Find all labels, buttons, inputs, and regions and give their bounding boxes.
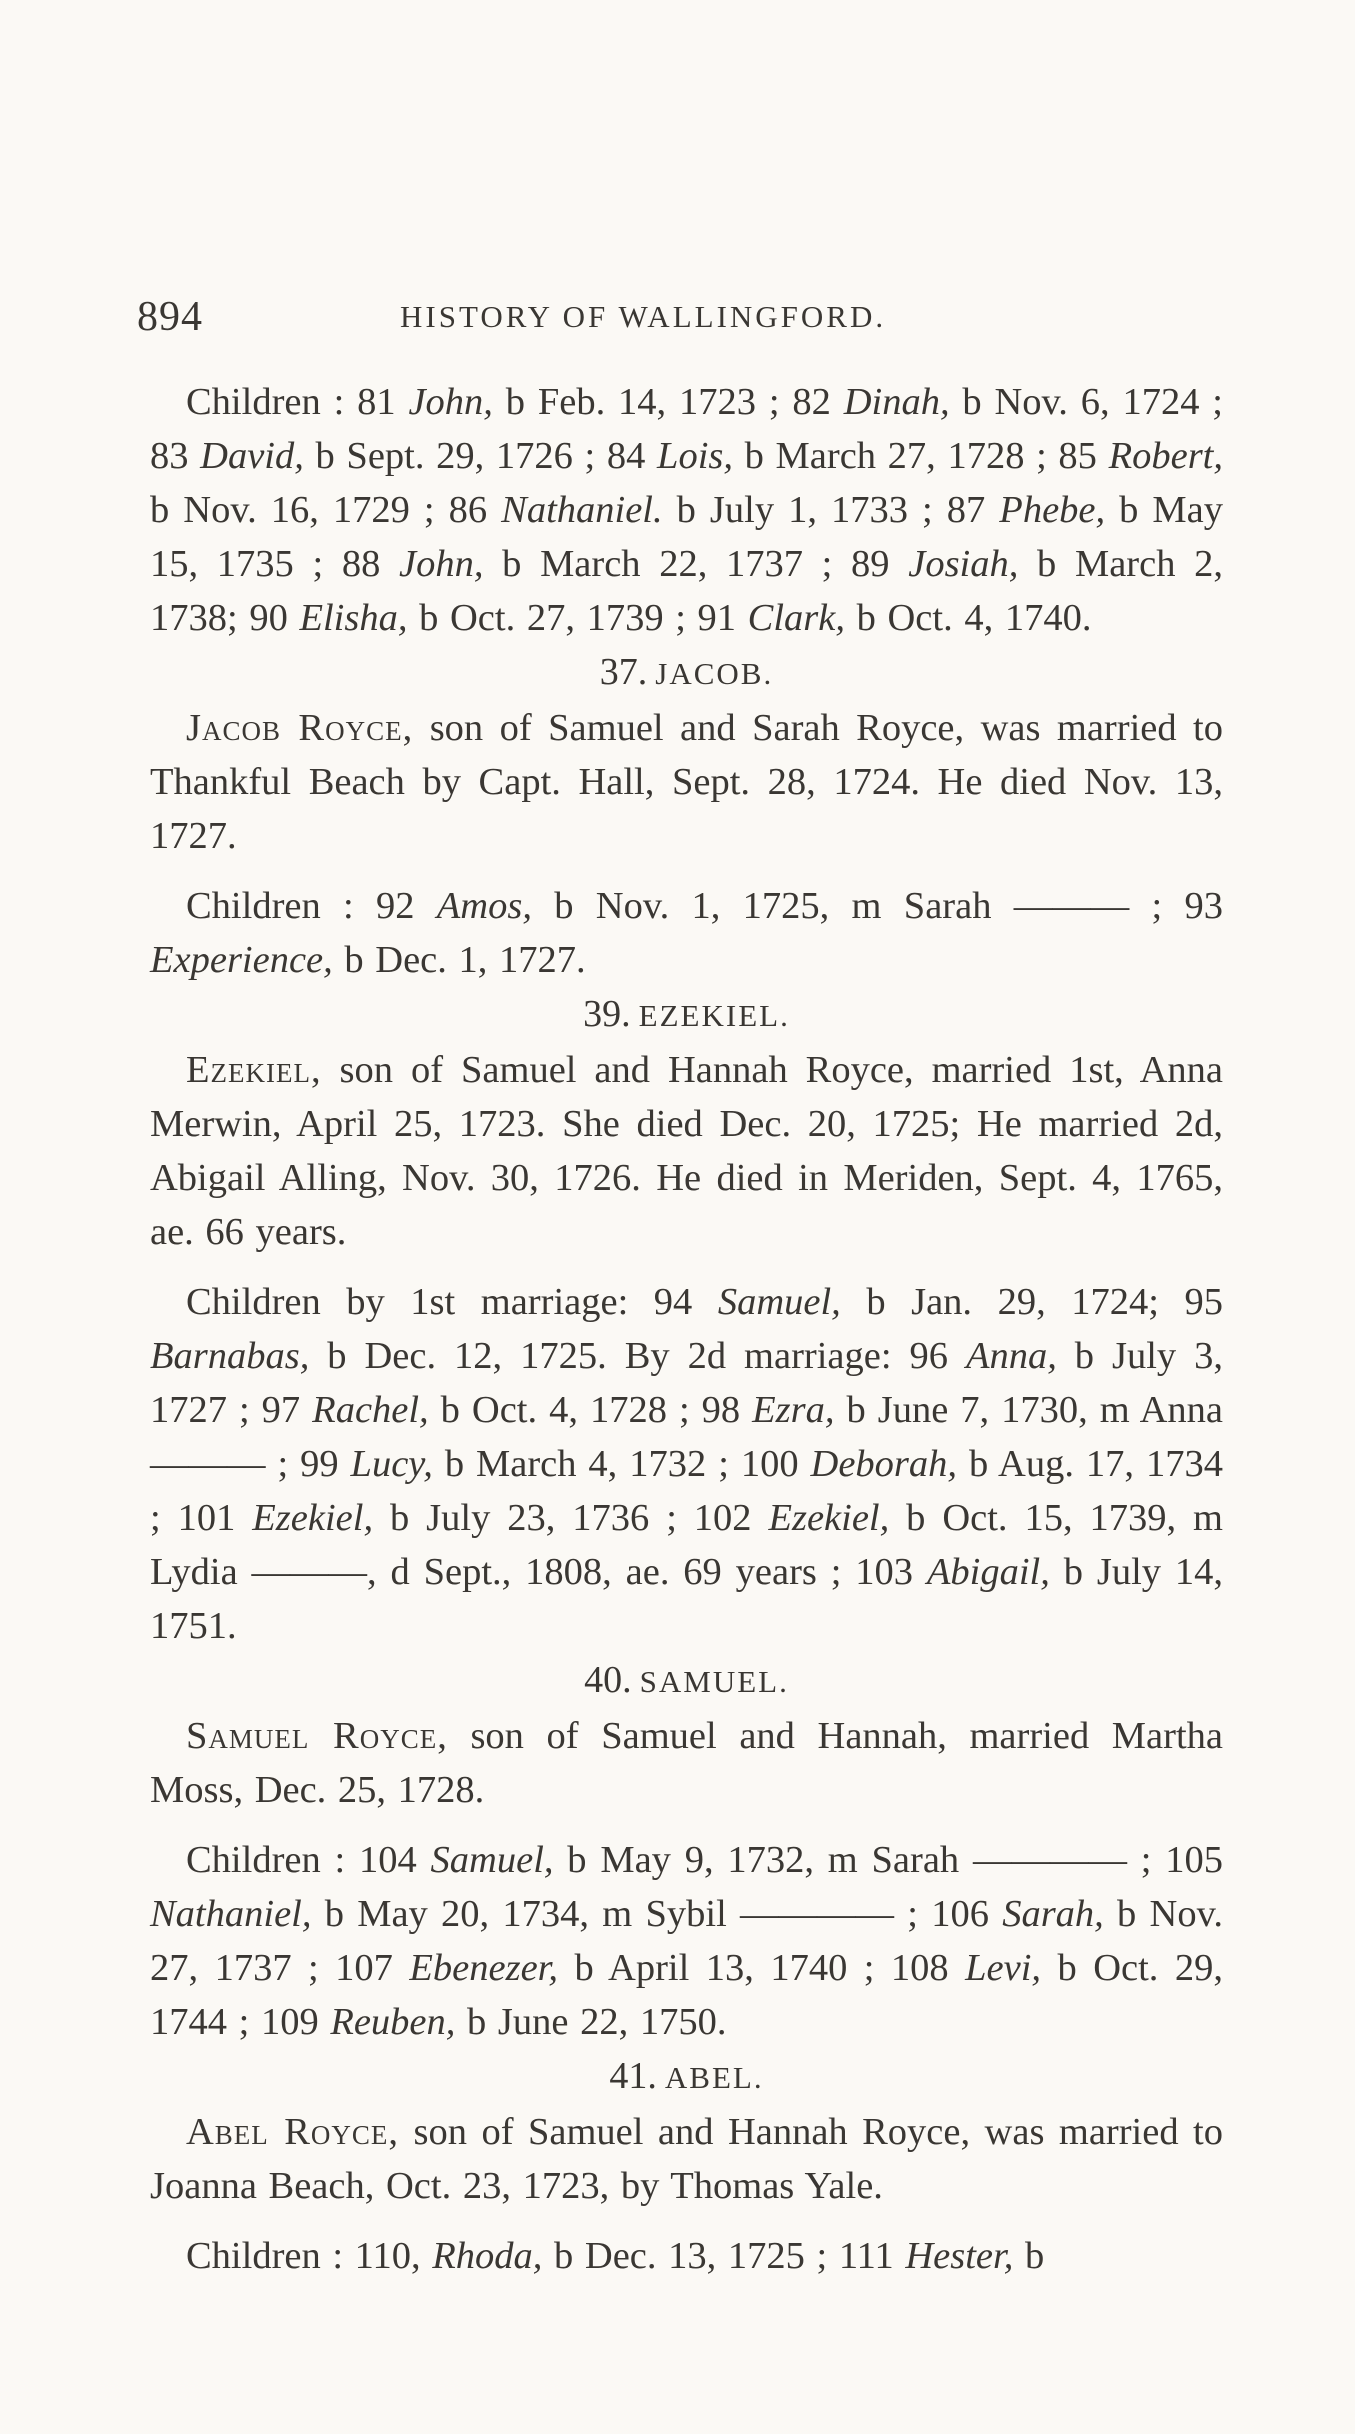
person-name: Clark, (747, 597, 845, 639)
paragraph: Jacob Royce, son of Samuel and Sarah Royce, was married to Thankful Beach by Capt. Hall, Sept. 28, 1724. He died Nov. 13, 1727. (150, 707, 1223, 857)
section-name: SAMUEL. (639, 1664, 789, 1699)
person-name: Anna, (965, 1335, 1057, 1377)
page-body (150, 375, 1223, 2283)
section-heading (150, 1653, 1223, 1709)
person-name: Robert, (1108, 435, 1224, 477)
person-name: Sarah, (1002, 1893, 1104, 1935)
person-name: John, (408, 381, 493, 423)
paragraph: Children by 1st marriage: 94 Samuel, b Jan. 29, 1724; 95 Barnabas, b Dec. 12, 1725. By 2d marriage: 96 Anna, b July 3, 1727 ; 97 Rachel, b Oct. 4, 1728 ; 98 Ezra, b June 7, 1730, m Anna ——— ; 99 Lucy, b March 4, 1732 ; 100 Deborah, b Aug. 17, 1734 ; 101 Ezekiel, b July 23, 1736 ; 102 Ezekiel, b Oct. 15, 1739, m Lydia ———, d Sept., 1808, ae. 69 years ; 103 Abigail, b July 14, 1751. (150, 1281, 1223, 1647)
person-name: Abigail, (926, 1551, 1050, 1593)
paragraph: Abel Royce, son of Samuel and Hannah Royce, was married to Joanna Beach, Oct. 23, 1723, by Thomas Yale. (150, 2111, 1223, 2207)
person-name: Lucy, (350, 1443, 433, 1485)
person-name: Elisha, (299, 597, 408, 639)
person-name: Rhoda, (432, 2235, 543, 2277)
person-name: Samuel, (717, 1281, 841, 1323)
section-name: EZEKIEL. (638, 998, 790, 1033)
section-number: 41. (609, 2055, 657, 2097)
paragraph-gap (150, 1817, 1223, 1833)
section-number: 37. (599, 651, 648, 693)
section-heading (150, 987, 1223, 1043)
section-number: 39. (583, 993, 631, 1035)
person-name: Samuel, (430, 1839, 554, 1881)
section-name: ABEL. (664, 2060, 764, 2095)
paragraph-gap (150, 2213, 1223, 2229)
paragraph-gap (150, 1259, 1223, 1275)
subject-name: Jacob Royce, (186, 707, 414, 749)
person-name: Ezekiel, (768, 1497, 890, 1539)
running-title: HISTORY OF WALLINGFORD. (400, 299, 887, 334)
person-name: Amos, (436, 885, 532, 927)
paragraph: Samuel Royce, son of Samuel and Hannah, married Martha Moss, Dec. 25, 1728. (150, 1715, 1223, 1811)
page-header (137, 293, 1237, 343)
paragraph: Ezekiel, son of Samuel and Hannah Royce, married 1st, Anna Merwin, April 25, 1723. She died Dec. 20, 1725; He married 2d, Abigail Alling, Nov. 30, 1726. He died in Meriden, Sept. 4, 1765, ae. 66 years. (150, 1049, 1223, 1253)
subject-name: Ezekiel, (186, 1049, 322, 1091)
person-name: Phebe, (999, 489, 1106, 531)
section-heading (150, 645, 1223, 701)
person-name: Josiah, (908, 543, 1019, 585)
paragraph: Children : 110, Rhoda, b Dec. 13, 1725 ; 111 Hester, b (186, 2235, 1045, 2277)
person-name: Dinah, (843, 381, 950, 423)
page-number: 894 (137, 294, 203, 340)
section-number: 40. (584, 1659, 632, 1701)
paragraph: Children : 81 John, b Feb. 14, 1723 ; 82 Dinah, b Nov. 6, 1724 ; 83 David, b Sept. 29, 1726 ; 84 Lois, b March 27, 1728 ; 85 Robert, b Nov. 16, 1729 ; 86 Nathaniel. b July 1, 1733 ; 87 Phebe, b May 15, 1735 ; 88 John, b March 22, 1737 ; 89 Josiah, b March 2, 1738; 90 Elisha, b Oct. 27, 1739 ; 91 Clark, b Oct. 4, 1740. (150, 381, 1224, 639)
subject-name: Abel Royce, (186, 2111, 400, 2153)
person-name: Lois, (657, 435, 734, 477)
person-name: Nathaniel, (150, 1893, 312, 1935)
section-heading (150, 2049, 1223, 2105)
person-name: Ezekiel, (252, 1497, 374, 1539)
paragraph: Children : 104 Samuel, b May 9, 1732, m Sarah ———— ; 105 Nathaniel, b May 20, 1734, m Sybil ———— ; 106 Sarah, b Nov. 27, 1737 ; 107 Ebenezer, b April 13, 1740 ; 108 Levi, b Oct. 29, 1744 ; 109 Reuben, b June 22, 1750. (150, 1839, 1224, 2043)
subject-name: Samuel Royce, (186, 1715, 448, 1757)
person-name: Hester, (905, 2235, 1014, 2277)
person-name: Ezra, (752, 1389, 835, 1431)
person-name: Nathaniel. (501, 489, 663, 531)
person-name: Reuben, (330, 2001, 456, 2043)
person-name: Ebenezer, (409, 1947, 558, 1989)
paragraph-gap (150, 863, 1223, 879)
person-name: David, (200, 435, 304, 477)
person-name: John, (399, 543, 484, 585)
person-name: Experience, (150, 939, 333, 981)
person-name: Barnabas, (150, 1335, 310, 1377)
paragraph: Children : 92 Amos, b Nov. 1, 1725, m Sarah ——— ; 93 Experience, b Dec. 1, 1727. (150, 885, 1223, 981)
section-name: JACOB. (655, 656, 774, 691)
person-name: Rachel, (312, 1389, 429, 1431)
person-name: Deborah, (810, 1443, 958, 1485)
person-name: Levi, (965, 1947, 1042, 1989)
